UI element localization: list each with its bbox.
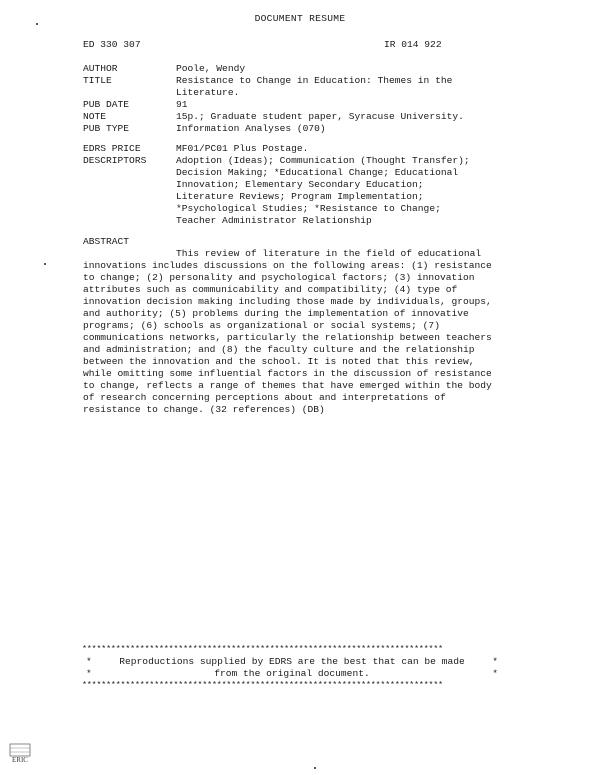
eric-logo-text: ERIC [12, 756, 28, 764]
meta-value: MF01/PC01 Plus Postage. [176, 143, 309, 154]
meta-label: NOTE [83, 111, 107, 122]
scan-speck [44, 263, 46, 265]
notice-star-left: * [86, 668, 92, 679]
notice-text-2: from the original document. [214, 668, 370, 679]
eric-logo-frame [10, 744, 30, 756]
notice-star-right: * [492, 656, 498, 667]
notice-border-bottom: *************************************************************************** [82, 681, 443, 690]
eric-logo-icon [8, 740, 32, 764]
document-title: DOCUMENT RESUME [254, 13, 346, 24]
meta-label: AUTHOR [83, 63, 118, 74]
meta-value: 91 [176, 99, 188, 110]
scan-speck [36, 23, 38, 25]
abstract-heading: ABSTRACT [83, 236, 130, 247]
notice-border-top: *************************************************************************** [82, 645, 443, 654]
notice-line-1 [82, 656, 502, 668]
meta-label: DESCRIPTORS [83, 155, 147, 166]
reproduction-notice [82, 644, 502, 692]
notice-line-2 [82, 668, 502, 680]
notice-text-1: Reproductions supplied by EDRS are the best that can be made [119, 656, 465, 667]
meta-value: Resistance to Change in Education: Themes in the Literature. [176, 75, 453, 98]
meta-value: Information Analyses (070) [176, 123, 326, 134]
meta-label: TITLE [83, 75, 112, 86]
meta-label: PUB DATE [83, 99, 130, 110]
abstract-body: This review of literature in the field of educational innovations includes discussions on the following areas: (1) resistance to change; (2) personality and psychological factors; (3) innovation attributes such as communicability and compatibility; (4) type of innovation decision making including those made by individuals, groups, and authority; (5) problems during the implementation of innovative programs; (6) schools as organizational or social systems; (7) communications networks, particularly the relationship between teachers and administration; and (8) the faculty culture and the relationship between the innovation and the school. It is noted that this review, while omitting some influential factors in the discussion of resistance to change, reflects a range of themes that have emerged within the body of research concerning perceptions about and interpretations of resistance to change. (32 references) (DB) [83, 248, 492, 415]
meta-label: EDRS PRICE [83, 143, 141, 154]
meta-value: 15p.; Graduate student paper, Syracuse University. [176, 111, 464, 122]
notice-star-right: * [492, 668, 498, 679]
meta-label: PUB TYPE [83, 123, 130, 134]
notice-star-left: * [86, 656, 92, 667]
meta-value: Poole, Wendy [176, 63, 246, 74]
scan-speck [314, 767, 316, 769]
ir-number: IR 014 922 [384, 39, 442, 50]
ed-number: ED 330 307 [83, 39, 141, 50]
meta-value: Adoption (Ideas); Communication (Thought Transfer); Decision Making; *Educational Change; Educational Innovation; Elementary Secondary Education; Literature Reviews; Program Implementation; *Psychological Studies; *Resistance to Change; Teacher Administrator Relationship [176, 155, 470, 226]
